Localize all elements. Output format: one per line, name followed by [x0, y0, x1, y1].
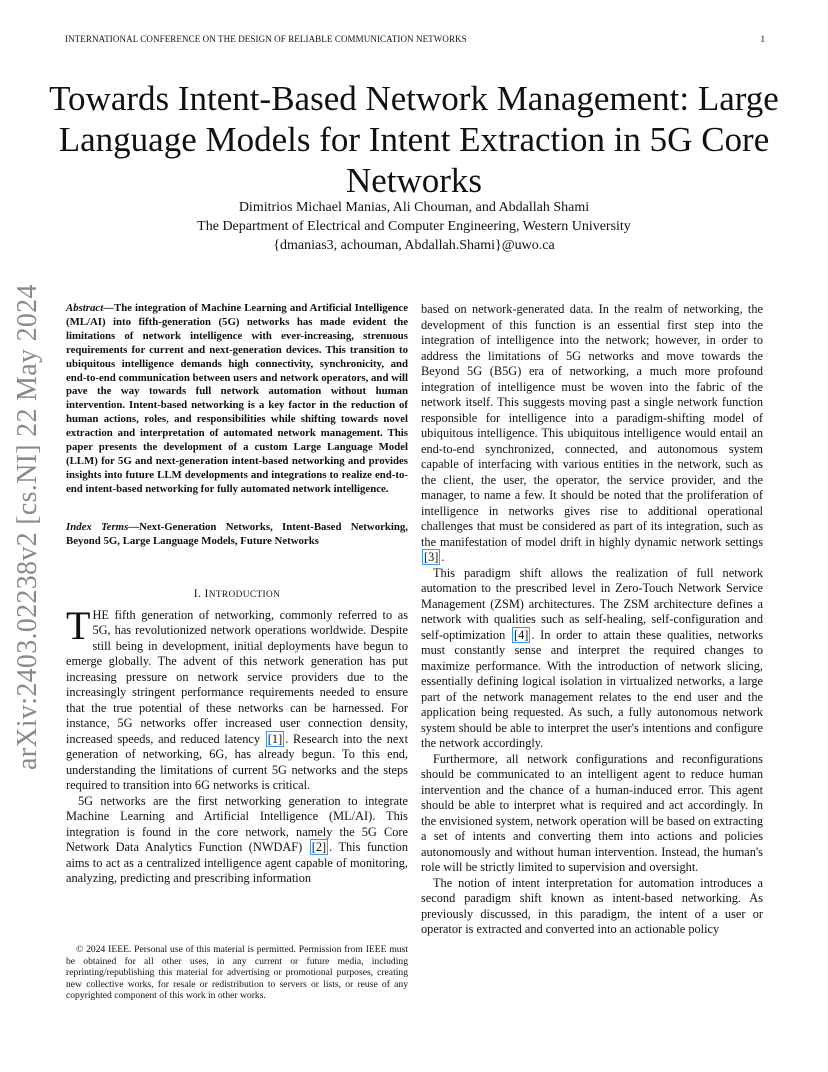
intro-paragraph-2 [66, 794, 408, 887]
author-block [40, 198, 788, 255]
abstract [66, 302, 408, 497]
intro-paragraph-1 [66, 602, 408, 794]
citation-link[interactable]: [2] [311, 840, 327, 854]
left-column [66, 302, 408, 887]
right-paragraph-2 [421, 566, 763, 752]
intro-p2-text-b: . This function aims to act as a centralized intelligence agent capable of monitoring, analyzing, predicting and prescribing information [66, 840, 408, 885]
citation-link[interactable]: [3] [424, 550, 439, 564]
intro-p2-text-a: 5G networks are the first networking generation to integrate Machine Learning and Artificial Intelligence (ML/AI). This integration is found in the core network, namely the 5G Core Network Data Analytics Function (NWDAF) [66, 793, 408, 854]
copyright-footnote: © 2024 IEEE. Personal use of this material is permitted. Permission from IEEE must be obtained for all other uses, in any current or future media, including reprinting/republishing this material for advertising or promotional purposes, creating new collective works, for resale or redistribution to servers or lists, or reuse of any copyrighted component of this work in other works. [66, 944, 408, 1001]
author-emails: {dmanias3, achouman, Abdallah.Shami}@uwo.ca [273, 238, 555, 253]
section-first-letter: I [204, 587, 209, 600]
right-p2-text-a: This paradigm shift allows the realization of full network automation to the prescribed level in Zero-Touch Network Service Management (ZSM) architectures. The ZSM architecture defines a network with qualities such as self-healing, self-configuration and self-optimization [421, 565, 763, 642]
intro-p1-text-a: HE fifth generation of networking, commonly referred to as 5G, has revolutionized network operations worldwide. Despite still being in development, initial deployments have begun to emerge globally. The advent of this network generation has put increasing pressure on network service providers due to the increasingly stringent performance requirements needed to ensure that the true potential of these networks can be harnessed. For instance, 5G networks offer increased user connection density, increased speeds, and reduced latency [66, 607, 408, 746]
drop-cap: T [66, 602, 91, 648]
author-names: Dimitrios Michael Manias, Ali Chouman, and Abdallah Shami [238, 200, 590, 215]
section-rest: NTRODUCTION [208, 589, 281, 600]
section-number: I. [193, 587, 205, 600]
page-number: 1 [760, 34, 765, 44]
author-affiliation: The Department of Electrical and Computer Engineering, Western University [197, 219, 631, 234]
right-paragraph-3: Furthermore, all network configurations and reconfigurations should be communicated to an intelligent agent to reduce human intervention and the chance of a human-induced error. This agent should be able to interpret what is required and act accordingly. In the envisioned system, network operation will be based on extracting a set of intents and converting them into actions and policies autonomously and without human intervention. Instead, the human's role will be strictly limited to supervision and oversight. [421, 751, 763, 874]
running-head: INTERNATIONAL CONFERENCE ON THE DESIGN OF RELIABLE COMMUNICATION NETWORKS [65, 34, 467, 44]
right-p1-text-a: based on network-generated data. In the realm of networking, the development of this function is an essential first step into the integration of intelligence into the network; however, in order to address the limitations of 5G networks and move towards the Beyond 5G (B5G) era of networking, a much more profound integration of intelligence must be woven into the fabric of the network itself. This suggests moving past a single network function responsible for intelligence into a paradigm-shifting model of ubiquitous intelligence. This ubiquitous intelligence would entail an end-to-end synchronized, connected, and autonomous system capable of interfacing with various entities in the network, such as the client, the user, the operator, the service provider, and the manager, to name a few. It should be noted that the proliferation of intelligence in networks gives rise to additional operational challenges that must be considered as part of its integration, such as the manifestation of model drift in highly dynamic network settings [421, 302, 763, 549]
right-column [421, 302, 763, 938]
index-terms-text: —Next-Generation Networks, Intent-Based Networking, Beyond 5G, Large Language Models, Future Networks [66, 520, 408, 547]
citation-link[interactable]: [4] [514, 627, 529, 642]
citation-link[interactable]: [1] [267, 731, 283, 746]
right-paragraph-4: The notion of intent interpretation for automation introduces a second paradigm shift known as intent-based networking. As previously discussed, in this paradigm, the intent of a user or operator is extracted and converted into an actionable policy [421, 875, 763, 936]
right-p1-text-b: . [441, 550, 445, 564]
arxiv-stamp: arXiv:2403.02238v2 [cs.NI] 22 May 2024 [12, 284, 43, 770]
right-p2-text-b: . In order to attain these qualities, networks must constantly sense and interpret the required changes to maximize performance. With the introduction of network slicing, essentially defining logical isolation in virtualized networks, a large part of the network management relates to the end user and the application being requested. As such, a fully autonomous network system should be able to interpret the user's intentions and configure the network accordingly. [421, 627, 763, 750]
abstract-text: —The integration of Machine Learning and Artificial Intelligence (ML/AI) into fifth-generation (5G) networks has made evident the limitations of network intelligence with ever-increasing, strenuous requirements for current and next-generation devices. This transition to ubiquitous intelligence demands high connectivity, synchronicity, and end-to-end communication between users and network operators, and will pave the way towards full network automation without human intervention. Intent-based networking is a key factor in the reduction of human actions, roles, and responsibilities while shifting towards novel extraction and interpretation of automated network management. This paper presents the development of a custom Large Language Model (LLM) for 5G and next-generation intent-based networking and provides insights into future LLM developments and integrations to realize end-to-end intent-based networking for fully automated network intelligence. [66, 302, 408, 495]
intro-p1-text-b: . Research into the next generation of networking, 6G, has already begun. To this end, understanding the limitations of current 5G networks and the steps required to transition into 6G networks is critical. [66, 731, 408, 792]
section-heading-introduction [66, 588, 408, 600]
paper-title: Towards Intent-Based Network Management: Large Language Models for Intent Extraction in 5G Core Networks [49, 79, 779, 200]
right-paragraph-1 [421, 302, 763, 566]
index-terms [66, 521, 408, 549]
abstract-lead: Abstract [66, 302, 104, 314]
index-terms-lead: Index Terms [66, 520, 129, 533]
